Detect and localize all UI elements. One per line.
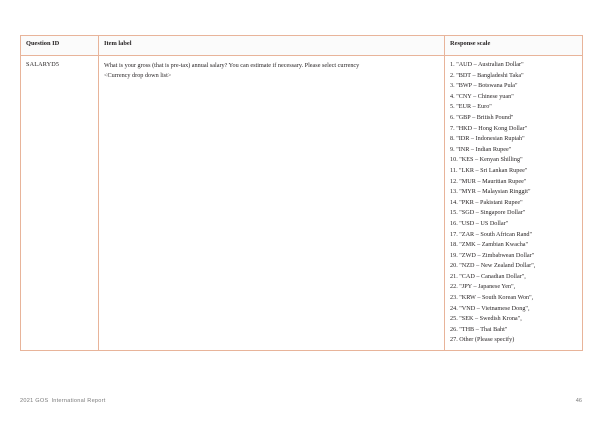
list-item: 10. "KES – Kenyan Shilling" [450, 156, 523, 164]
footer-title: International Report [51, 398, 106, 404]
list-item: 21. "CAD – Canadian Dollar", [450, 272, 526, 280]
column-header-question-id: Question ID [21, 36, 99, 56]
list-item: 7. "HKD – Hong Kong Dollar" [450, 124, 528, 132]
list-item: 1. "AUD – Australian Dollar" [450, 61, 524, 68]
cell-response-scale [445, 56, 583, 351]
list-item: 14. "PKR – Pakistani Rupee" [450, 198, 523, 206]
list-item: 2. "BDT – Bangladeshi Taka" [450, 71, 524, 79]
table-body [21, 56, 583, 351]
list-item: 5. "EUR – Euro" [450, 103, 492, 111]
cell-item-label [99, 56, 445, 351]
list-item: 6. "GBP – British Pound" [450, 113, 514, 121]
list-item: 22. "JPY – Japanese Yen", [450, 283, 516, 291]
response-scale-list [450, 60, 577, 346]
list-item: 9. "INR – Indian Rupee" [450, 145, 512, 153]
list-item: 13. "MYR – Malaysian Ringgit" [450, 188, 531, 196]
footer-report-title [20, 398, 106, 404]
list-item: 4. "CNY – Chinese yuan" [450, 92, 514, 100]
page-number: 46 [575, 398, 582, 404]
list-item: 11. "LKR – Sri Lankan Rupee" [450, 166, 528, 174]
column-header-item-label: Item label [99, 36, 445, 56]
list-item: 18. "ZMK – Zambian Kwacha" [450, 241, 529, 249]
column-header-response-scale: Response scale [445, 36, 583, 56]
list-item: 25. "SEK – Swedish Krona", [450, 315, 522, 323]
list-item: 19. "ZWD – Zimbabwean Dollar" [450, 251, 535, 259]
survey-item-table [20, 35, 583, 351]
list-item: 12. "MUR – Mauritian Rupee" [450, 177, 527, 185]
list-item: 27. Other (Please specify) [450, 336, 515, 344]
list-item: 20. "NZD – New Zealand Dollar", [450, 262, 536, 270]
list-item: 16. "USD – US Dollar" [450, 219, 509, 227]
list-item: 3. "BWP – Botswana Pula" [450, 82, 518, 90]
item-label-text: What is your gross (that is pre-tax) annual salary? You can estimate if necessary. Please select currency [104, 62, 360, 69]
item-label-dropdown-note: <Currency drop down list> [104, 71, 172, 79]
list-item: 26. "THB – Thai Baht" [450, 325, 508, 333]
list-item: 15. "SGD – Singapore Dollar" [450, 209, 526, 217]
list-item: 17. "ZAR – South African Rand" [450, 230, 533, 238]
table-row [21, 56, 583, 351]
page-footer [20, 398, 582, 410]
table-header-row [21, 36, 583, 56]
cell-question-id: SALARYD5 [21, 56, 99, 351]
footer-year: 2021 GOS [20, 398, 49, 404]
list-item: 24. "VND – Vietnamese Dong", [450, 304, 530, 312]
list-item: 8. "IDR – Indonesian Rupiah" [450, 135, 525, 143]
table-header [21, 36, 583, 56]
list-item: 23. "KRW – South Korean Won", [450, 294, 534, 302]
